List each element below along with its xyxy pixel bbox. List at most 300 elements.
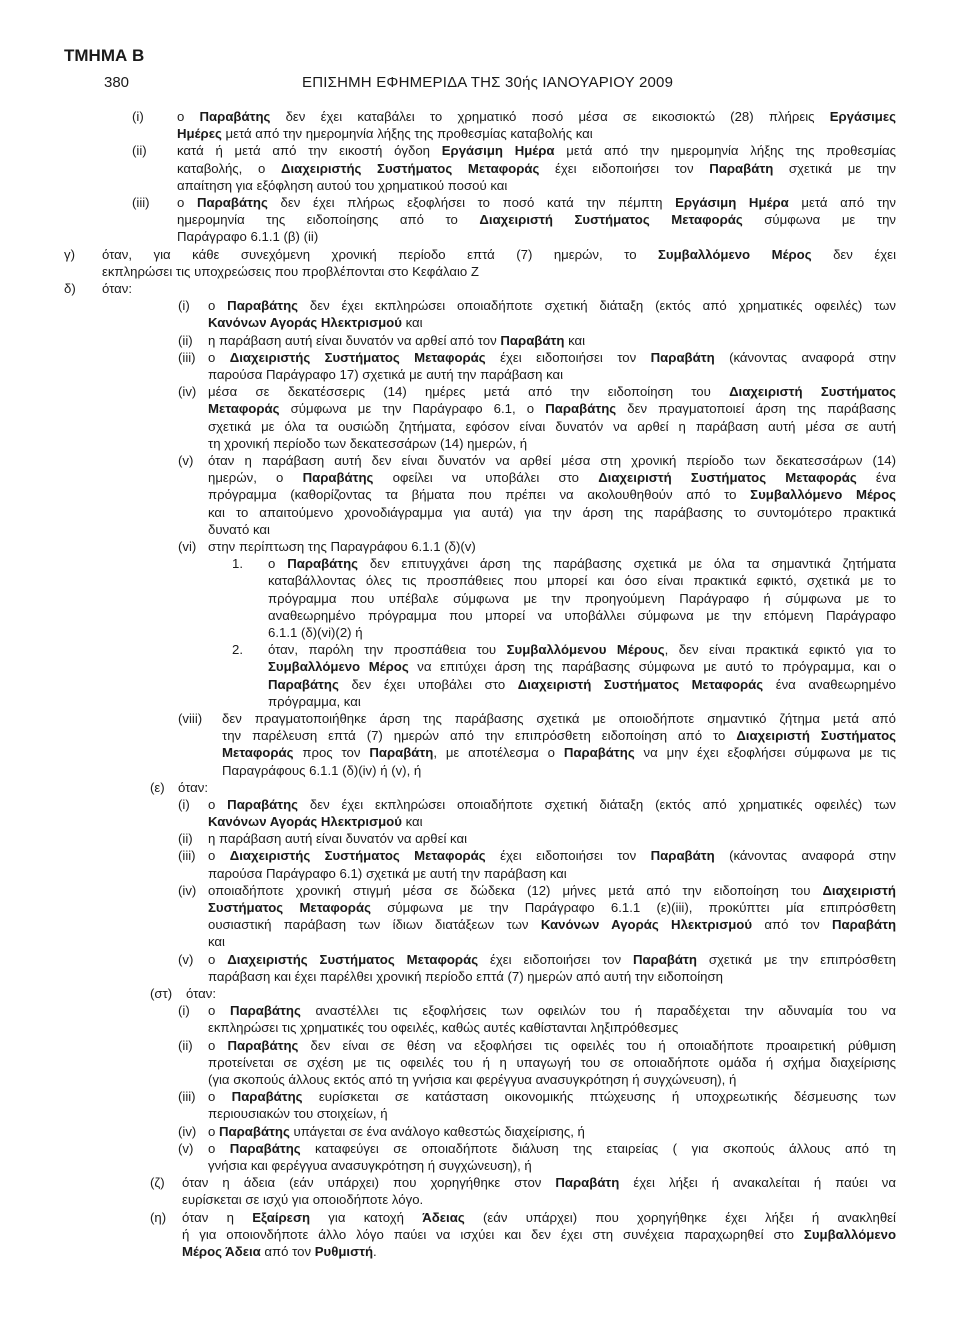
clause: [0, 452, 960, 538]
text-run: σύμφωνα με την: [742, 212, 896, 228]
defined-term: Εξαίρεση: [252, 1209, 311, 1225]
text-run: τη χρονική περίοδο των δεκατεσσάρων (14) ημερών, ή: [208, 435, 528, 451]
text-line: [182, 1226, 896, 1243]
defined-term: Παραβάτης: [231, 1089, 303, 1105]
text-line: [268, 624, 896, 641]
text-line: [177, 211, 896, 228]
text-run: παράβαση και έχει παρέλθει χρονική περίοδο επτά (7) ημερών από αυτή την ειδοποίηση: [208, 968, 723, 984]
text-line: [208, 1002, 896, 1019]
text-line: [177, 194, 896, 211]
text-run: ο: [208, 1140, 230, 1156]
clause: [0, 1209, 960, 1261]
clause-label: (iii): [178, 1089, 196, 1105]
text-run: οποιαδήποτε χρονική στιγμή μέσα σε δώδεκα (12) μήνες μετά από την ειδοποίηση του: [208, 882, 823, 898]
text-run: έχει ειδοποιήσει τον: [539, 160, 710, 176]
text-run: ημερών, ο: [208, 470, 303, 486]
text-run: κατά ή μετά από την εικοστή όγδοη: [177, 143, 442, 159]
clause-label: (vi): [178, 538, 197, 554]
defined-term: Παραβάτη: [709, 160, 774, 176]
text-run: ο: [268, 556, 288, 572]
clause-label: (viii): [178, 710, 203, 726]
text-line: [208, 349, 896, 366]
clause: [0, 710, 960, 779]
text-run: και: [401, 315, 423, 331]
text-line: [208, 1037, 896, 1054]
text-line: [208, 813, 896, 830]
text-run: μέσα σε δεκατέσσερις (14) ημέρες μετά από την ειδοποίηση του: [208, 384, 730, 400]
text-run: από τον: [260, 1243, 315, 1259]
defined-term: Διαχειριστής Συστήματος Μεταφοράς: [229, 848, 486, 864]
clause-label: (i): [178, 796, 190, 812]
defined-term: Διαχειριστή Συστήματος Μεταφοράς: [598, 470, 857, 486]
text-run: ευρίσκεται σε ισχύ για οποιοδήποτε λόγο.: [182, 1192, 424, 1208]
text-run: ουσιαστική παράβαση των ίδιων διατάξεων των: [208, 917, 541, 933]
text-run: ημερομηνία της ειδοποίησης από το: [177, 212, 480, 228]
text-run: ο: [208, 848, 230, 864]
text-run: όταν:: [178, 779, 209, 795]
defined-term: Διαχειριστή Συστήματος: [736, 728, 896, 744]
text-run: όταν η: [182, 1209, 253, 1225]
clause-text: [208, 452, 896, 538]
text-line: [208, 521, 896, 538]
text-run: σχετικά με την επιπρόσθετη: [696, 951, 896, 967]
text-run: απαίτηση για εξόφληση αυτού του χρηματικού ποσού και: [177, 177, 508, 193]
text-line: [182, 1243, 896, 1260]
text-line: [208, 314, 896, 331]
clause: [0, 1002, 960, 1036]
text-run: σύμφωνα με την Παράγραφο 6.1.1 (ε)(iii), προκύπτει μία επιπρόσθετη: [370, 900, 896, 916]
clause: [0, 108, 960, 142]
text-run: έχει ειδοποιήσει τον: [478, 951, 633, 967]
clause-text: [208, 1002, 896, 1036]
defined-term: Παραβάτη: [650, 848, 715, 864]
defined-term: Διαχειριστή Συστήματος: [729, 384, 897, 400]
clause-text: [208, 383, 896, 452]
clause-text: [177, 194, 896, 246]
text-line: [208, 1054, 896, 1071]
text-run: ευρίσκεται σε κατάσταση οικονομικής πτώχευσης ή υποχρεωτικής δέσμευσης των: [302, 1089, 896, 1105]
clause-text: [208, 538, 896, 555]
text-line: [208, 469, 896, 486]
defined-term: Παραβάτης: [268, 676, 339, 692]
defined-term: Διαχειριστής Συστήματος Μεταφοράς: [227, 951, 479, 967]
clause: [0, 555, 960, 641]
clause-label: (ii): [178, 332, 193, 348]
text-run: προτείνεται σε σχέση με τις οφειλές του ή η υπαγωγή του σε οποιαδήποτε ομάδα ή σχήμα διαχείρισης: [208, 1054, 896, 1070]
defined-term: Παραβάτη: [500, 332, 565, 348]
text-line: [268, 658, 896, 675]
defined-term: Διαχειριστή Συστήματος Μεταφοράς: [517, 676, 764, 692]
clause-text: [268, 641, 896, 710]
clause-label: (στ): [150, 986, 173, 1002]
clause: [0, 985, 960, 1002]
defined-term: Παραβάτης: [199, 109, 271, 124]
text-line: [208, 1157, 896, 1174]
text-line: [208, 830, 896, 847]
text-run: .: [373, 1243, 377, 1259]
text-run: δεν επιτυγχάνει άρση της παράβασης σχετικά με όλα τα σημαντικά ζητήματα: [358, 556, 897, 572]
text-line: [208, 968, 896, 985]
defined-term: Συμβαλλόμενο Μέρος: [658, 246, 812, 262]
text-run: 6.1.1 (δ)(vi)(2) ή: [268, 624, 363, 640]
text-line: [208, 951, 896, 968]
text-line: [208, 366, 896, 383]
clause-label: (ii): [132, 143, 147, 159]
defined-term: Συστήματος Μεταφοράς: [208, 900, 371, 916]
text-line: [268, 555, 896, 572]
text-run: ο: [208, 1089, 232, 1105]
text-run: η παράβαση αυτή είναι δυνατόν να αρθεί από τον: [208, 332, 501, 348]
defined-term: Εργάσιμη Ημέρα: [441, 143, 555, 159]
defined-term: Συμβαλλόμενο Μέρος: [268, 659, 409, 675]
clause: [0, 194, 960, 246]
text-run: όταν, για κάθε συνεχόμενη χρονική περίοδο επτά (7) ημερών, το: [102, 246, 659, 262]
defined-term: Κανόνων Αγοράς Ηλεκτρισμού: [540, 917, 753, 933]
defined-term: Παραβάτης: [302, 470, 374, 486]
clause: [0, 847, 960, 881]
clause-text: [208, 951, 896, 985]
clause-label: 1.: [232, 556, 243, 572]
clause-label: (η): [150, 1209, 167, 1225]
text-run: εκπληρώσει τις χρηματικές του οφειλές, καθώς αυτές καθίστανται ληξιπρόθεσμες: [208, 1020, 679, 1036]
text-run: στην περίπτωση της Παραγράφου 6.1.1 (δ)(v): [208, 538, 476, 554]
defined-term: Παραβάτης: [229, 1003, 301, 1019]
text-run: ο: [177, 194, 197, 210]
text-run: παρούσα Παράγραφο 6.1) σχετικά με αυτή την παράβαση και: [208, 865, 567, 881]
clause-text: [102, 280, 896, 297]
defined-term: Διαχειριστή: [822, 882, 896, 898]
text-run: πρόγραμμα (καθορίζοντας τα βήματα που πρέπει να ακολουθηθούν από το: [208, 487, 751, 503]
defined-term: Παραβάτης: [227, 298, 299, 314]
text-line: [222, 762, 896, 779]
text-line: [102, 246, 896, 263]
clause-label: (v): [178, 951, 194, 967]
text-run: μετά από την ημερομηνία λήξης της προθεσμίας: [554, 143, 896, 159]
text-line: [177, 228, 896, 245]
clause: [0, 830, 960, 847]
text-run: ένα αναθεωρημένο: [763, 676, 896, 692]
text-run: γνήσια και φερέγγυα ανασυγκρότηση ή συγχώνευση), ή: [208, 1158, 532, 1173]
defined-term: Μεταφοράς: [208, 401, 280, 417]
defined-term: Συμβαλλόμενου Μέρους: [506, 642, 665, 658]
text-run: σχετικά με όλα τα ουσιώδη ζητήματα, εφόσον είναι δυνατόν να αρθεί η παράβαση αυτή μέσα σε αυτή: [208, 418, 896, 434]
text-line: [208, 916, 896, 933]
text-run: σχετικά με την: [773, 160, 896, 176]
text-run: ο: [208, 951, 228, 967]
text-line: [222, 727, 896, 744]
text-line: [177, 108, 896, 125]
text-line: [177, 177, 896, 194]
defined-term: Παραβάτη: [369, 745, 434, 761]
clause-label: (iv): [178, 882, 197, 898]
text-line: [208, 418, 896, 435]
text-line: [186, 985, 896, 1002]
defined-term: Συμβαλλόμενο Μέρος: [750, 487, 896, 503]
text-line: [208, 796, 896, 813]
text-line: [208, 1071, 896, 1088]
text-run: σύμφωνα με την Παράγραφο 6.1, ο: [279, 401, 546, 417]
clause-label: (v): [178, 1140, 194, 1156]
text-run: (εάν υπάρχει) που χορηγήθηκε έχει λήξει ή ανακληθεί: [464, 1209, 896, 1225]
text-run: ή για οποιονδήποτε άλλο λόγο παύει να ισχύει και δεν έχει στη συνέχεια παραχωρηθεί στο: [182, 1226, 804, 1242]
clause-text: [208, 349, 896, 383]
clause-label: 2.: [232, 642, 243, 658]
text-run: , με αποτέλεσμα ο: [433, 745, 564, 761]
text-line: [208, 435, 896, 452]
defined-term: Παραβάτης: [227, 796, 299, 812]
defined-term: Συμβαλλόμενο: [803, 1226, 896, 1242]
text-run: δεν έχει καταβάλει το χρηματικό ποσό μέσα σε εικοσιοκτώ (28) πλήρεις: [270, 109, 830, 124]
clause: [0, 280, 960, 297]
section-label: ΤΜΗΜΑ Β: [64, 46, 145, 65]
clause-text: [178, 779, 896, 796]
clause-text: [208, 1037, 896, 1089]
clause-text: [177, 108, 896, 142]
text-run: δεν πραγματοποιήθηκε άρση της παράβασης σχετικά με οποιοδήποτε σημαντικό ζήτημα μετά από: [222, 710, 896, 726]
text-run: ο: [177, 109, 200, 124]
text-line: [222, 744, 896, 761]
text-line: [208, 486, 896, 503]
clause: [0, 383, 960, 452]
clause-label: γ): [64, 246, 75, 262]
text-line: [208, 452, 896, 469]
text-run: και: [401, 814, 423, 830]
text-run: υπάγεται σε ένα ανάλογο καθεστώς διαχείρισης, ή: [289, 1123, 585, 1139]
gazette-header: ΕΠΙΣΗΜΗ ΕΦΗΜΕΡΙΔΑ ΤΗΣ 30ής ΙΑΝΟΥΑΡΙΟΥ 2009: [302, 74, 674, 91]
text-run: έχει ειδοποιήσει τον: [485, 349, 651, 365]
text-run: και: [564, 332, 586, 348]
clause-label: (iii): [132, 194, 150, 210]
text-run: ο: [208, 796, 228, 812]
text-run: καταφεύγει σε οποιαδήποτε διάλυση της εταιρείας ( για σκοπούς άλλους από τη: [300, 1140, 896, 1156]
text-line: [268, 607, 896, 624]
text-run: δεν έχει πλήρως εξοφλήσει το ποσό κατά την πέμπτη: [267, 194, 676, 210]
text-run: όταν η άδεια (εάν υπάρχει) που χορηγήθηκε στον: [182, 1175, 556, 1191]
defined-term: Παραβάτη: [555, 1175, 620, 1191]
text-run: έχει λήξει ή ανακαλείται ή παύει να: [619, 1175, 896, 1191]
clause-text: [186, 985, 896, 1002]
clause-label: (i): [132, 109, 144, 124]
text-run: περιουσιακών του στοιχείων, ή: [208, 1106, 388, 1122]
clause-label: (v): [178, 452, 194, 468]
text-run: Παραγράφους 6.1.1 (δ)(iv) ή (v), ή: [222, 762, 422, 778]
text-line: [177, 142, 896, 159]
text-run: και: [208, 934, 225, 950]
clause: [0, 641, 960, 710]
text-run: την παρέλευση επτά (7) ημερών από την επιπρόσθετη ειδοποίηση από το: [222, 728, 737, 744]
defined-term: Άδειας: [422, 1209, 465, 1225]
text-run: έχει ειδοποιήσει τον: [485, 848, 651, 864]
text-run: δεν πραγματοποιεί άρση της παράβασης: [616, 401, 896, 417]
clause: [0, 246, 960, 280]
clause-label: (ii): [178, 1037, 193, 1053]
text-run: παρούσα Παράγραφο 17) σχετικά με αυτή την παράβαση και: [208, 366, 564, 382]
text-line: [178, 779, 896, 796]
text-run: δεν έχει υποβάλει στο: [338, 676, 518, 692]
text-run: δεν έχει εκπληρώσει οποιαδήποτε σχετική διάταξη (εκτός από χρηματικές οφειλές) των: [298, 298, 897, 314]
text-run: να μην έχει εξοφλήσει σύμφωνα με τις: [634, 745, 896, 761]
clause-text: [222, 710, 896, 779]
clause-label: (ε): [150, 779, 165, 795]
text-run: όταν η παράβαση αυτή δεν είναι δυνατόν να αρθεί μέσα στη χρονική περίοδο των δεκατεσσάρων (14): [208, 452, 896, 468]
text-line: [177, 125, 896, 142]
text-run: για κατοχή: [310, 1209, 423, 1225]
text-line: [222, 710, 896, 727]
clause: [0, 1174, 960, 1208]
clause: [0, 538, 960, 555]
text-run: δυνατό και: [208, 521, 270, 537]
defined-term: Ρυθμιστή: [314, 1243, 374, 1259]
clause: [0, 349, 960, 383]
defined-term: Παραβάτη: [650, 349, 715, 365]
text-line: [208, 383, 896, 400]
text-run: μετά από την: [788, 194, 897, 210]
text-line: [208, 1140, 896, 1157]
defined-term: Παραβάτης: [287, 556, 359, 572]
text-line: [208, 847, 896, 864]
text-run: ο: [208, 1037, 228, 1053]
clause-label: (i): [178, 298, 190, 314]
defined-term: Παραβάτης: [197, 194, 268, 210]
defined-term: Εργάσιμη Ημέρα: [675, 194, 789, 210]
clause: [0, 779, 960, 796]
defined-term: Παραβάτης: [227, 1037, 299, 1053]
clause-text: [208, 1088, 896, 1122]
defined-term: Διαχειριστής Συστήματος Μεταφοράς: [229, 349, 486, 365]
defined-term: Παραβάτης: [229, 1140, 301, 1156]
document-body: [0, 108, 960, 1260]
text-run: , δεν είναι πρακτικά εφικτό για το: [664, 642, 896, 658]
defined-term: Εργάσιμες: [829, 109, 896, 124]
clause-text: [208, 830, 896, 847]
defined-term: Κανόνων Αγοράς Ηλεκτρισμού: [208, 315, 402, 331]
text-run: δεν είναι σε θέση να εξοφλήσει τις οφειλές του ή οποιαδήποτε προαιρετική ρύθμιση: [298, 1037, 896, 1053]
text-run: η παράβαση αυτή είναι δυνατόν να αρθεί και: [208, 831, 468, 847]
text-run: πρόγραμμα, και: [268, 693, 361, 709]
defined-term: Παραβάτη: [832, 917, 897, 933]
clause-label: δ): [64, 280, 76, 296]
clause-label: (iv): [178, 1123, 197, 1139]
text-line: [208, 332, 896, 349]
clause: [0, 1037, 960, 1089]
text-run: μετά από την ημερομηνία λήξης της προθεσμίας καταβολής και: [221, 126, 593, 142]
text-line: [268, 572, 896, 589]
clause-text: [208, 882, 896, 951]
clause-label: (iv): [178, 384, 197, 400]
clause: [0, 1123, 960, 1140]
clause: [0, 142, 960, 194]
clause: [0, 1140, 960, 1174]
clause-text: [208, 332, 896, 349]
text-run: να επιτύχει άρση της παράβασης σύμφωνα με αυτό το πρόγραμμα, και ο: [408, 659, 896, 675]
text-line: [208, 1105, 896, 1122]
defined-term: Μέρος Άδεια: [182, 1243, 261, 1259]
text-line: [182, 1209, 896, 1226]
text-run: Παράγραφο 6.1.1 (β) (ii): [177, 229, 319, 245]
text-run: καταβάλλοντας όλες τις προσπάθειες που μπορεί και όσο είναι πρακτικά εφικτό, σχετικά με το: [268, 573, 896, 589]
text-run: αναστέλλει τις εξοφλήσεις των οφειλών του ή παραδέχεται την αδυναμία του να: [300, 1003, 896, 1019]
text-line: [268, 590, 896, 607]
text-line: [177, 160, 896, 177]
defined-term: Παραβάτης: [219, 1123, 290, 1139]
clause-label: (i): [178, 1003, 190, 1019]
defined-term: Παραβάτη: [632, 951, 697, 967]
text-run: εκπληρώσει τις υποχρεώσεις που προβλέπονται στο Κεφάλαιο Ζ: [102, 263, 479, 279]
text-run: ο: [208, 1123, 219, 1139]
defined-term: Κανόνων Αγοράς Ηλεκτρισμού: [208, 814, 402, 830]
text-line: [208, 297, 896, 314]
text-line: [208, 538, 896, 555]
text-run: ο: [208, 349, 230, 365]
text-run: ο: [208, 298, 228, 314]
text-run: πρόγραμμα που υπέβαλε σύμφωνα με την προηγούμενη Παράγραφο ή σύμφωνα με το: [268, 590, 896, 606]
clause-text: [208, 1123, 896, 1140]
text-run: καταβολής, ο: [177, 160, 281, 176]
clause-text: [268, 555, 896, 641]
defined-term: Μεταφοράς: [222, 745, 294, 761]
text-run: όταν:: [102, 280, 133, 296]
clause-label: (iii): [178, 848, 196, 864]
text-line: [208, 1019, 896, 1036]
text-line: [208, 865, 896, 882]
clause: [0, 882, 960, 951]
text-line: [268, 676, 896, 693]
text-run: όταν:: [186, 986, 217, 1002]
text-run: (κάνοντας αναφορά στην: [714, 848, 897, 864]
clause: [0, 796, 960, 830]
text-line: [208, 882, 896, 899]
clause-text: [208, 796, 896, 830]
clause: [0, 297, 960, 331]
clause-text: [182, 1209, 896, 1261]
defined-term: Παραβάτης: [563, 745, 635, 761]
text-line: [102, 263, 896, 280]
text-line: [268, 641, 896, 658]
clause-text: [208, 1140, 896, 1174]
clause-label: (ζ): [150, 1175, 165, 1191]
text-run: και το απαιτούμενο χρονοδιάγραμμα για αυτά) για την άρση της παράβασης το συντομότερο πρακτικά: [208, 504, 896, 520]
clause-text: [177, 142, 896, 194]
text-line: [102, 280, 896, 297]
clause-text: [208, 297, 896, 331]
text-run: δεν έχει εκπληρώσει οποιαδήποτε σχετική διάταξη (εκτός από χρηματικές οφειλές) των: [298, 796, 897, 812]
text-line: [208, 1123, 896, 1140]
text-run: (κάνοντας αναφορά στην: [714, 349, 897, 365]
text-run: ο: [208, 1003, 230, 1019]
text-line: [208, 504, 896, 521]
defined-term: Διαχειριστής Συστήματος Μεταφοράς: [280, 160, 540, 176]
clause-text: [102, 246, 896, 280]
text-run: όταν, παρόλη την προσπάθεια του: [268, 642, 507, 658]
text-run: προς τον: [293, 745, 370, 761]
text-line: [208, 899, 896, 916]
text-line: [182, 1191, 896, 1208]
defined-term: Ημέρες: [177, 126, 222, 142]
clause: [0, 1088, 960, 1122]
text-line: [208, 400, 896, 417]
text-line: [208, 1088, 896, 1105]
text-run: ένα: [856, 470, 897, 486]
clause-text: [182, 1174, 896, 1208]
defined-term: Παραβάτης: [545, 401, 617, 417]
text-run: οφείλει να υποβάλει στο: [373, 470, 599, 486]
text-line: [182, 1174, 896, 1191]
text-run: αναθεωρημένο πρόγραμμα που μπορεί να υποβάλλει σύμφωνα με την επόμενη Παράγραφο: [268, 607, 896, 623]
defined-term: Διαχειριστή Συστήματος Μεταφοράς: [479, 212, 743, 228]
clause: [0, 951, 960, 985]
text-run: από τον: [752, 917, 833, 933]
page-number: 380: [104, 74, 130, 91]
